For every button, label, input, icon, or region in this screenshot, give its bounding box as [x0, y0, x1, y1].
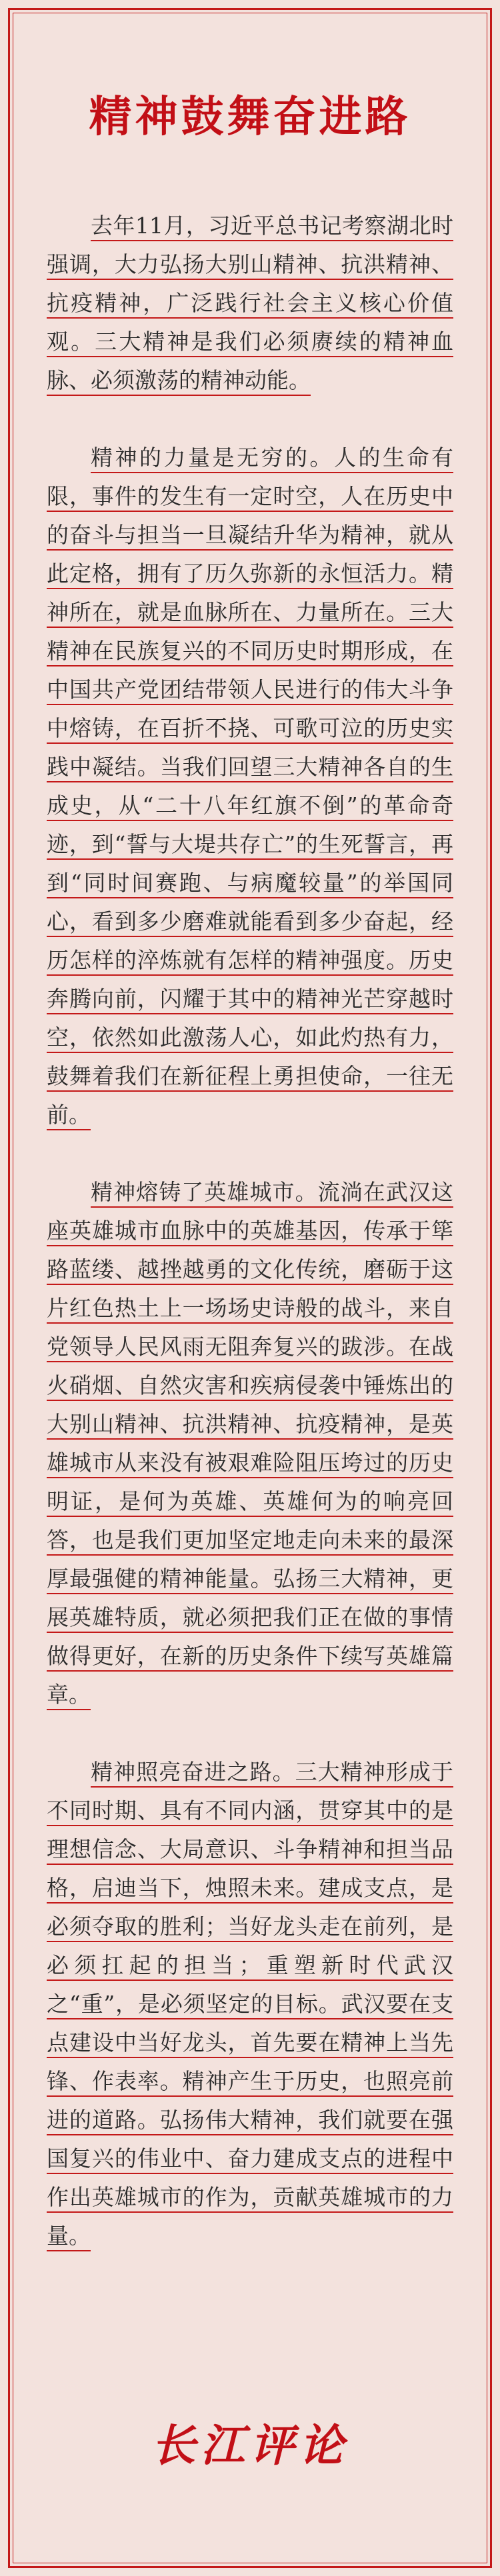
paragraph-1 [47, 207, 453, 400]
paragraph-3-text: 精神熔铸了英雄城市。流淌在武汉这座英雄城市血脉中的英雄基因，传承于筚路蓝缕、越挫越勇的文化传统，磨砺于这片红色热土上一场场史诗般的战斗，来自党领导人民风雨无阻奔复兴的跋涉。在战火硝烟、自然灾害和疾病侵袭中锤炼出的大别山精神、抗洪精神、抗疫精神，是英雄城市从来没有被艰难险阻压垮过的历史明证，是何为英雄、英雄何为的响亮回答，也是我们更加坚定地走向未来的最深厚最强健的精神能量。弘扬三大精神，更展英雄特质，就必须把我们正在做的事情做得更好，在新的历史条件下续写英雄篇章。 [47, 1179, 453, 1708]
paragraph-4 [47, 1753, 453, 2255]
paragraph-3 [47, 1173, 453, 1714]
article-title: 精神鼓舞奋进路 [89, 93, 411, 142]
paragraph-1-text: 去年11月，习近平总书记考察湖北时强调，大力弘扬大别山精神、抗洪精神、抗疫精神，广泛践行社会主义核心价值观。三大精神是我们必须赓续的精神血脉、必须激荡的精神动能。 [47, 213, 453, 393]
paragraph-2-text: 精神的力量是无穷的。人的生命有限，事件的发生有一定时空，人在历史中的奋斗与担当一旦凝结升华为精神，就从此定格，拥有了历久弥新的永恒活力。精神所在，就是血脉所在、力量所在。三大精神在民族复兴的不同历史时期形成，在中国共产党团结带领人民进行的伟大斗争中熔铸，在百折不挠、可歌可泣的历史实践中凝结。当我们回望三大精神各自的生成史，从“二十八年红旗不倒”的革命奇迹，到“誓与大堤共存亡”的生死誓言，再到“同时间赛跑、与病魔较量”的举国同心，看到多少磨难就能看到多少奋起，经历怎样的淬炼就有怎样的精神强度。历史奔腾向前，闪耀于其中的精神光芒穿越时空，依然如此激荡人心，如此灼热有力，鼓舞着我们在新征程上勇担使命，一往无前。 [47, 445, 453, 1128]
column-signature-logo: 长江评论 [151, 2419, 349, 2471]
paragraph-2 [47, 439, 453, 1134]
article-body [47, 207, 453, 2255]
paragraph-4-text: 精神照亮奋进之路。三大精神形成于不同时期、具有不同内涵，贯穿其中的是理想信念、大局意识、斗争精神和担当品格，启迪当下，烛照未来。建成支点，是必须夺取的胜利；当好龙头走在前列，是必须扛起的担当；重塑新时代武汉之“重”，是必须坚定的目标。武汉要在支点建设中当好龙头，首先要在精神上当先锋、作表率。精神产生于历史，也照亮前进的道路。弘扬伟大精神，我们就要在强国复兴的伟业中、奋力建成支点的进程中作出英雄城市的作为，贡献英雄城市的力量。 [47, 1759, 453, 2249]
